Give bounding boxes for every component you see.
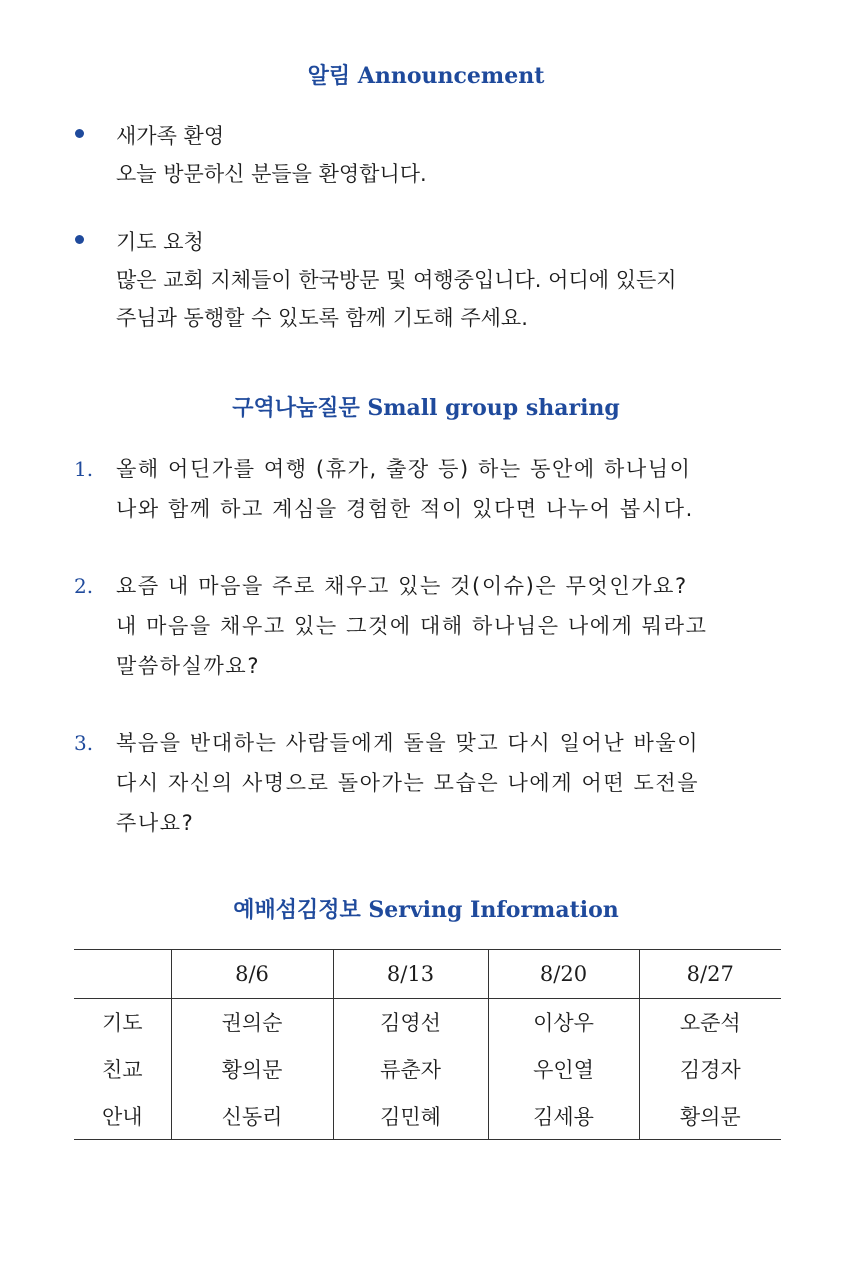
serving-date: 8/27 [639, 950, 781, 999]
question-line: 올해 어딘가를 여행 (휴가, 출장 등) 하는 동안에 하나님이 [116, 457, 692, 481]
serving-role: 기도 [101, 1011, 143, 1036]
serving-name: 신동리 [171, 1093, 333, 1140]
bullet-icon [75, 235, 84, 244]
serving-date: 8/20 [488, 950, 639, 999]
serving-name: 류춘자 [333, 1046, 488, 1093]
sharing-question [72, 723, 792, 845]
sharing-question [72, 449, 792, 531]
serving-date: 8/6 [171, 950, 333, 999]
announcement-item [72, 223, 792, 343]
bullet-icon [75, 129, 84, 138]
announcement-item [72, 117, 792, 197]
question-text [116, 449, 806, 529]
announcement-heading: 새가족 환영 [116, 124, 225, 148]
serving-role: 친교 [101, 1058, 143, 1082]
serving-name: 김세용 [488, 1093, 639, 1140]
announcement-item-text [116, 117, 796, 193]
announcement-line: 주님과 동행할 수 있도록 함께 기도해 주세요. [116, 306, 528, 330]
question-line: 말씀하실까요? [116, 654, 261, 678]
question-text [116, 723, 806, 843]
serving-name: 우인열 [488, 1046, 639, 1093]
serving-name: 황의문 [171, 1046, 333, 1093]
serving-name: 김경자 [639, 1046, 781, 1093]
sharing-question [72, 566, 792, 688]
question-number: 2. [74, 574, 94, 598]
serving-name: 황의문 [639, 1093, 781, 1140]
question-line: 요즘 내 마음을 주로 채우고 있는 것(이슈)은 무엇인가요? [116, 574, 688, 598]
serving-title: 예배섬김정보 Serving Information [233, 897, 619, 923]
question-number: 3. [74, 731, 94, 755]
serving-name: 이상우 [488, 999, 639, 1046]
question-line: 복음을 반대하는 사람들에게 돌을 맞고 다시 일어난 바울이 [116, 731, 700, 755]
serving-name: 권의순 [171, 999, 333, 1046]
sharing-title: 구역나눔질문 Small group sharing [232, 395, 620, 421]
table-row [74, 1046, 781, 1093]
serving-header-cell [74, 950, 171, 999]
table-row [74, 1093, 781, 1140]
question-line: 나와 함께 하고 계심을 경험한 적이 있다면 나누어 봅시다. [116, 497, 694, 521]
announcement-line: 많은 교회 지체들이 한국방문 및 여행중입니다. 어디에 있든지 [116, 268, 677, 292]
serving-role: 안내 [74, 1093, 171, 1140]
question-line: 다시 자신의 사명으로 돌아가는 모습은 나에게 어떤 도전을 [116, 771, 700, 795]
question-number: 1. [74, 457, 94, 481]
serving-date: 8/13 [333, 950, 488, 999]
question-line: 내 마음을 채우고 있는 그것에 대해 하나님은 나에게 뭐라고 [116, 614, 708, 638]
announcement-line: 오늘 방문하신 분들을 환영합니다. [116, 162, 427, 186]
serving-table [74, 949, 781, 1140]
question-line: 주나요? [116, 811, 195, 835]
serving-header-row [74, 950, 781, 999]
serving-name: 김영선 [333, 999, 488, 1046]
announcement-heading: 기도 요청 [116, 230, 204, 254]
announcement-item-text [116, 223, 796, 337]
serving-name: 오준석 [639, 999, 781, 1046]
serving-name: 김민혜 [333, 1093, 488, 1140]
announcement-title: 알림 Announcement [307, 63, 545, 89]
question-text [116, 566, 806, 686]
table-row [74, 999, 781, 1046]
